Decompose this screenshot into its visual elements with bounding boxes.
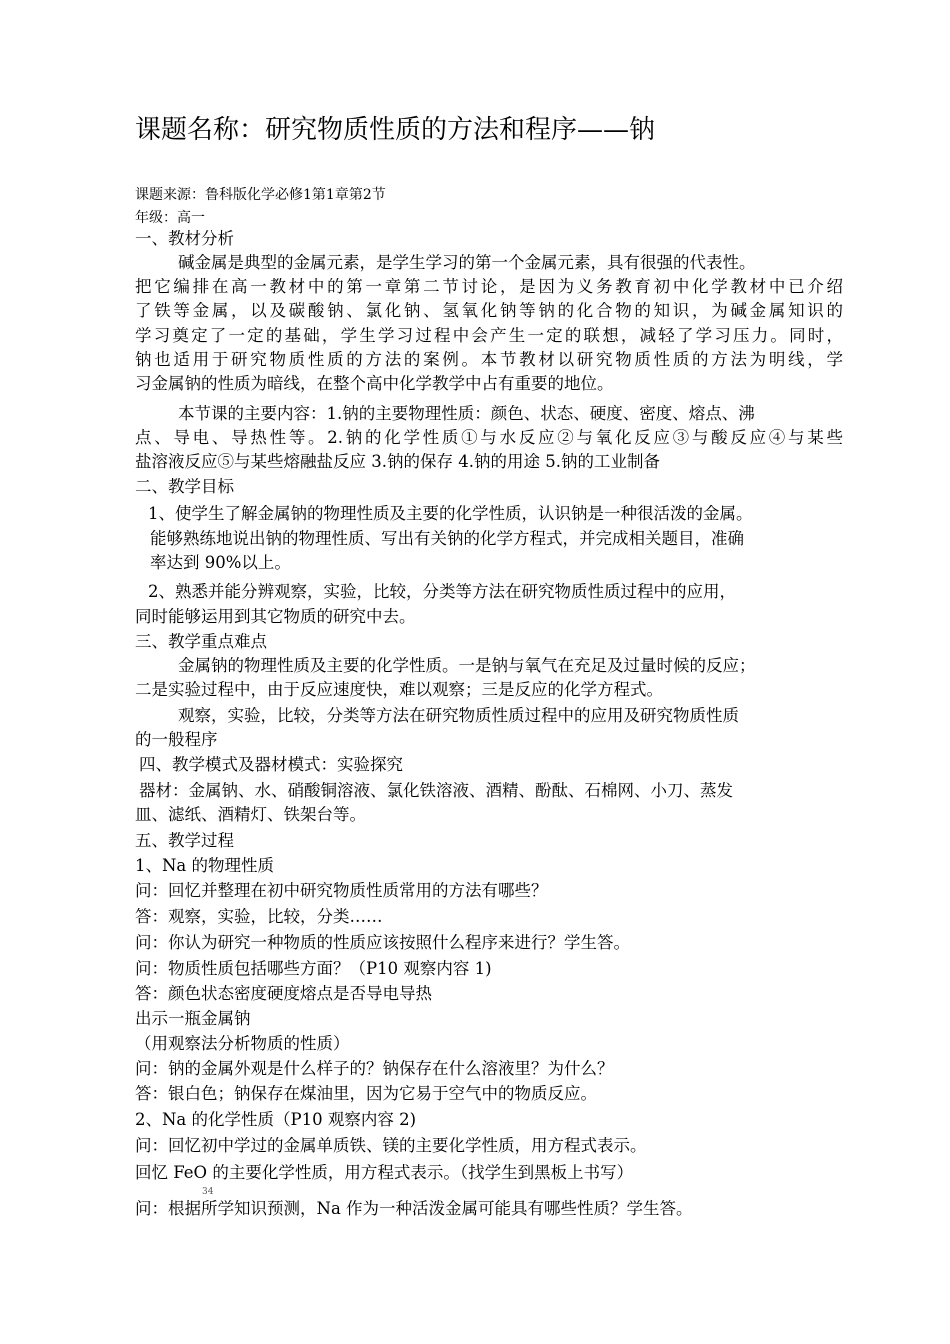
paragraph-line: 1、使学生了解金属钠的物理性质及主要的化学性质，认识钠是一种很活泼的金属。 [148, 504, 753, 523]
paragraph-line: 点、导电、导热性等。2.钠的化学性质①与水反应②与氧化反应③与酸反应④与某些 [135, 428, 843, 447]
section-heading-1: 一、教材分析 [135, 229, 234, 248]
paragraph-line: 的一般程序 [135, 730, 218, 749]
paragraph-line: 盐溶液反应⑤与某些熔融盐反应 3.钠的保存 4.钠的用途 5.钠的工业制备 [135, 452, 660, 471]
page-title: 课题名称：研究物质性质的方法和程序——钠 [135, 115, 656, 145]
subheading: 2、Na 的化学性质（P10 观察内容 2) [135, 1110, 417, 1129]
question-line: 问：你认为研究一种物质的性质应该按照什么程序来进行？学生答。 [135, 933, 630, 952]
question-line: 问：回忆初中学过的金属单质铁、镁的主要化学性质，用方程式表示。 [135, 1136, 647, 1155]
answer-line: 答：颜色状态密度硬度熔点是否导电导热 [135, 984, 432, 1003]
paragraph-line: 碱金属是典型的金属元素，是学生学习的第一个金属元素，具有很强的代表性。 [178, 253, 756, 272]
question-line: 问：钠的金属外观是什么样子的？钠保存在什么溶液里？为什么？ [135, 1059, 614, 1078]
subheading: 1、Na 的物理性质 [135, 856, 275, 875]
paragraph-line: 出示一瓶金属钠 [135, 1009, 251, 1028]
paragraph-line: 能够熟练地说出钠的物理性质、写出有关钠的化学方程式，并完成相关题目，准确 [150, 529, 744, 548]
section-heading-4: 四、教学模式及器材模式：实验探究 [139, 755, 403, 774]
answer-line: 答：观察，实验，比较，分类…… [135, 907, 383, 926]
paragraph-line: 观察，实验，比较，分类等方法在研究物质性质过程中的应用及研究物质性质 [178, 706, 739, 725]
footnote-mark: 34 [202, 1187, 214, 1197]
paragraph-line: 2、熟悉并能分辨观察，实验，比较，分类等方法在研究物质性质过程中的应用， [148, 582, 736, 601]
section-heading-2: 二、教学目标 [135, 477, 234, 496]
paragraph-line: 同时能够运用到其它物质的研究中去。 [135, 607, 416, 626]
paragraph-line: 学习奠定了一定的基础，学生学习过程中会产生一定的联想，减轻了学习压力。同时， [135, 326, 843, 345]
section-heading-3: 三、教学重点难点 [135, 632, 267, 651]
paragraph-line: 了铁等金属，以及碳酸钠、氯化钠、氢氧化钠等钠的化合物的知识，为碱金属知识的 [135, 301, 843, 320]
paragraph-line: 率达到 90%以上。 [150, 553, 291, 572]
paragraph-line: 本节课的主要内容：1.钠的主要物理性质：颜色、状态、硬度、密度、熔点、沸 [178, 404, 755, 423]
paragraph-line: 金属钠的物理性质及主要的化学性质。一是钠与氧气在充足及过量时候的反应； [178, 656, 756, 675]
section-heading-5: 五、教学过程 [135, 831, 234, 850]
paragraph-line: 皿、滤纸、酒精灯、铁架台等。 [135, 805, 366, 824]
paragraph-line: 二是实验过程中，由于反应速度快，难以观察；三是反应的化学方程式。 [135, 680, 663, 699]
paragraph-line: 回忆 FeO 的主要化学性质，用方程式表示。（找学生到黑板上书写） [135, 1163, 634, 1182]
answer-line: 答：银白色；钠保存在煤油里，因为它易于空气中的物质反应。 [135, 1084, 597, 1103]
source-line: 课题来源：鲁科版化学必修1第1章第2节 [135, 187, 386, 203]
grade-line: 年级：高一 [135, 210, 205, 226]
paragraph-line: （用观察法分析物质的性质） [135, 1034, 350, 1053]
question-line: 问：根据所学知识预测，Na 作为一种活泼金属可能具有哪些性质？学生答。 [135, 1199, 693, 1218]
question-line: 问：物质性质包括哪些方面？（P10 观察内容 1) [135, 959, 492, 978]
paragraph-line: 钠也适用于研究物质性质的方法的案例。本节教材以研究物质性质的方法为明线，学 [135, 350, 843, 369]
paragraph-line: 习金属钠的性质为暗线，在整个高中化学教学中占有重要的地位。 [135, 374, 614, 393]
question-line: 问：回忆并整理在初中研究物质性质常用的方法有哪些？ [135, 881, 548, 900]
paragraph-line: 器材：金属钠、水、硝酸铜溶液、氯化铁溶液、酒精、酚酞、石棉网、小刀、蒸发 [139, 781, 733, 800]
paragraph-line: 把它编排在高一教材中的第一章第二节讨论，是因为义务教育初中化学教材中已介绍 [135, 277, 843, 296]
